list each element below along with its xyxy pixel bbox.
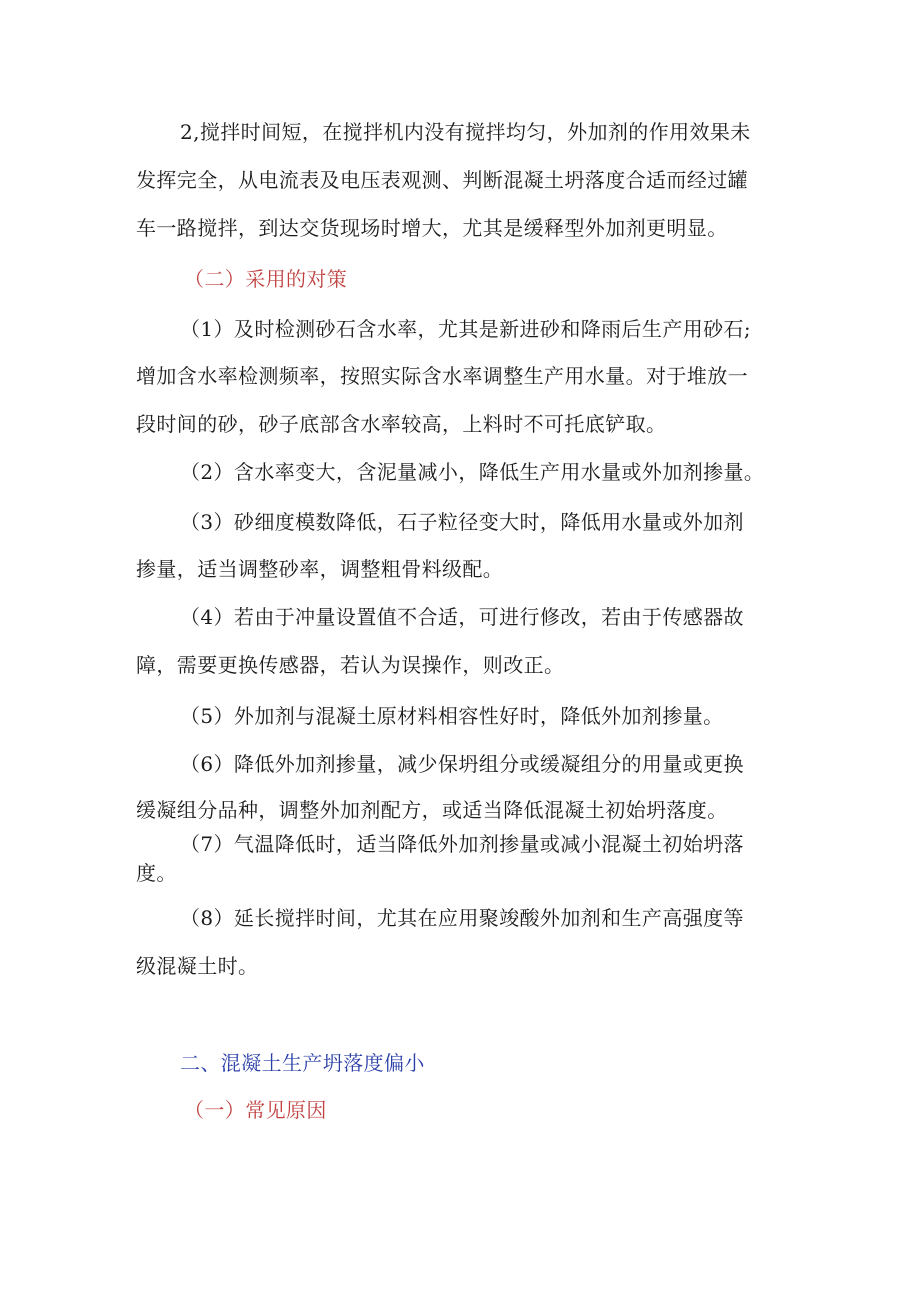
- measure-1-line-1: （1）及时检测砂石含水率，尤其是新进砂和降雨后生产用砂石;: [180, 317, 752, 341]
- measure-4-line-1: （4）若由于冲量设置值不合适，可进行修改，若由于传感器故: [180, 605, 744, 629]
- measure-6-line-1: （6）降低外加剂掺量，减少保坍组分或缓凝组分的用量或更换: [180, 752, 744, 776]
- part-2-sub-heading-common-causes: （一）常见原因: [184, 1098, 327, 1122]
- part-2-heading: 二、混凝土生产坍落度偏小: [180, 1051, 425, 1075]
- measure-1-line-2: 增加含水率检测频率，按照实际含水率调整生产用水量。对于堆放一: [136, 364, 748, 388]
- measure-1-line-3: 段时间的砂，砂子底部含水率较高，上料时不可托底铲取。: [136, 412, 667, 436]
- paragraph-2-line-3: 车一路搅拌，到达交货现场时增大，尤其是缓释型外加剂更明显。: [136, 216, 728, 240]
- measure-3-line-1: （3）砂细度模数降低，石子粒径变大时，降低用水量或外加剂: [180, 510, 744, 534]
- measure-8-line-2: 级混凝土时。: [136, 954, 259, 978]
- measure-7-line-2: 度。: [136, 861, 177, 885]
- section-heading-countermeasures: （二）采用的对策: [184, 267, 348, 291]
- measure-2-line-1: （2）含水率变大，含泥量减小，降低生产用水量或外加剂掺量。: [180, 460, 765, 484]
- paragraph-2-line-1: 2,搅拌时间短，在搅拌机内没有搅拌均匀，外加剂的作用效果未: [180, 120, 751, 144]
- measure-8-line-1: （8）延长搅拌时间，尤其在应用聚竣酸外加剂和生产高强度等: [180, 906, 744, 930]
- paragraph-2-line-2: 发挥完全，从电流表及电压表观测、判断混凝土坍落度合适而经过罐: [136, 168, 748, 192]
- measure-7-line-1: （7）气温降低时，适当降低外加剂掺量或减小混凝土初始坍落: [180, 832, 744, 856]
- measure-5-line-1: （5）外加剂与混凝土原材料相容性好时，降低外加剂掺量。: [180, 704, 724, 728]
- measure-6-line-2: 缓凝组分品种，调整外加剂配方，或适当降低混凝土初始坍落度。: [136, 798, 728, 822]
- measure-3-line-2: 掺量，适当调整砂率，调整粗骨料级配。: [136, 557, 504, 581]
- measure-4-line-2: 障，需要更换传感器，若认为误操作，则改正。: [136, 653, 565, 677]
